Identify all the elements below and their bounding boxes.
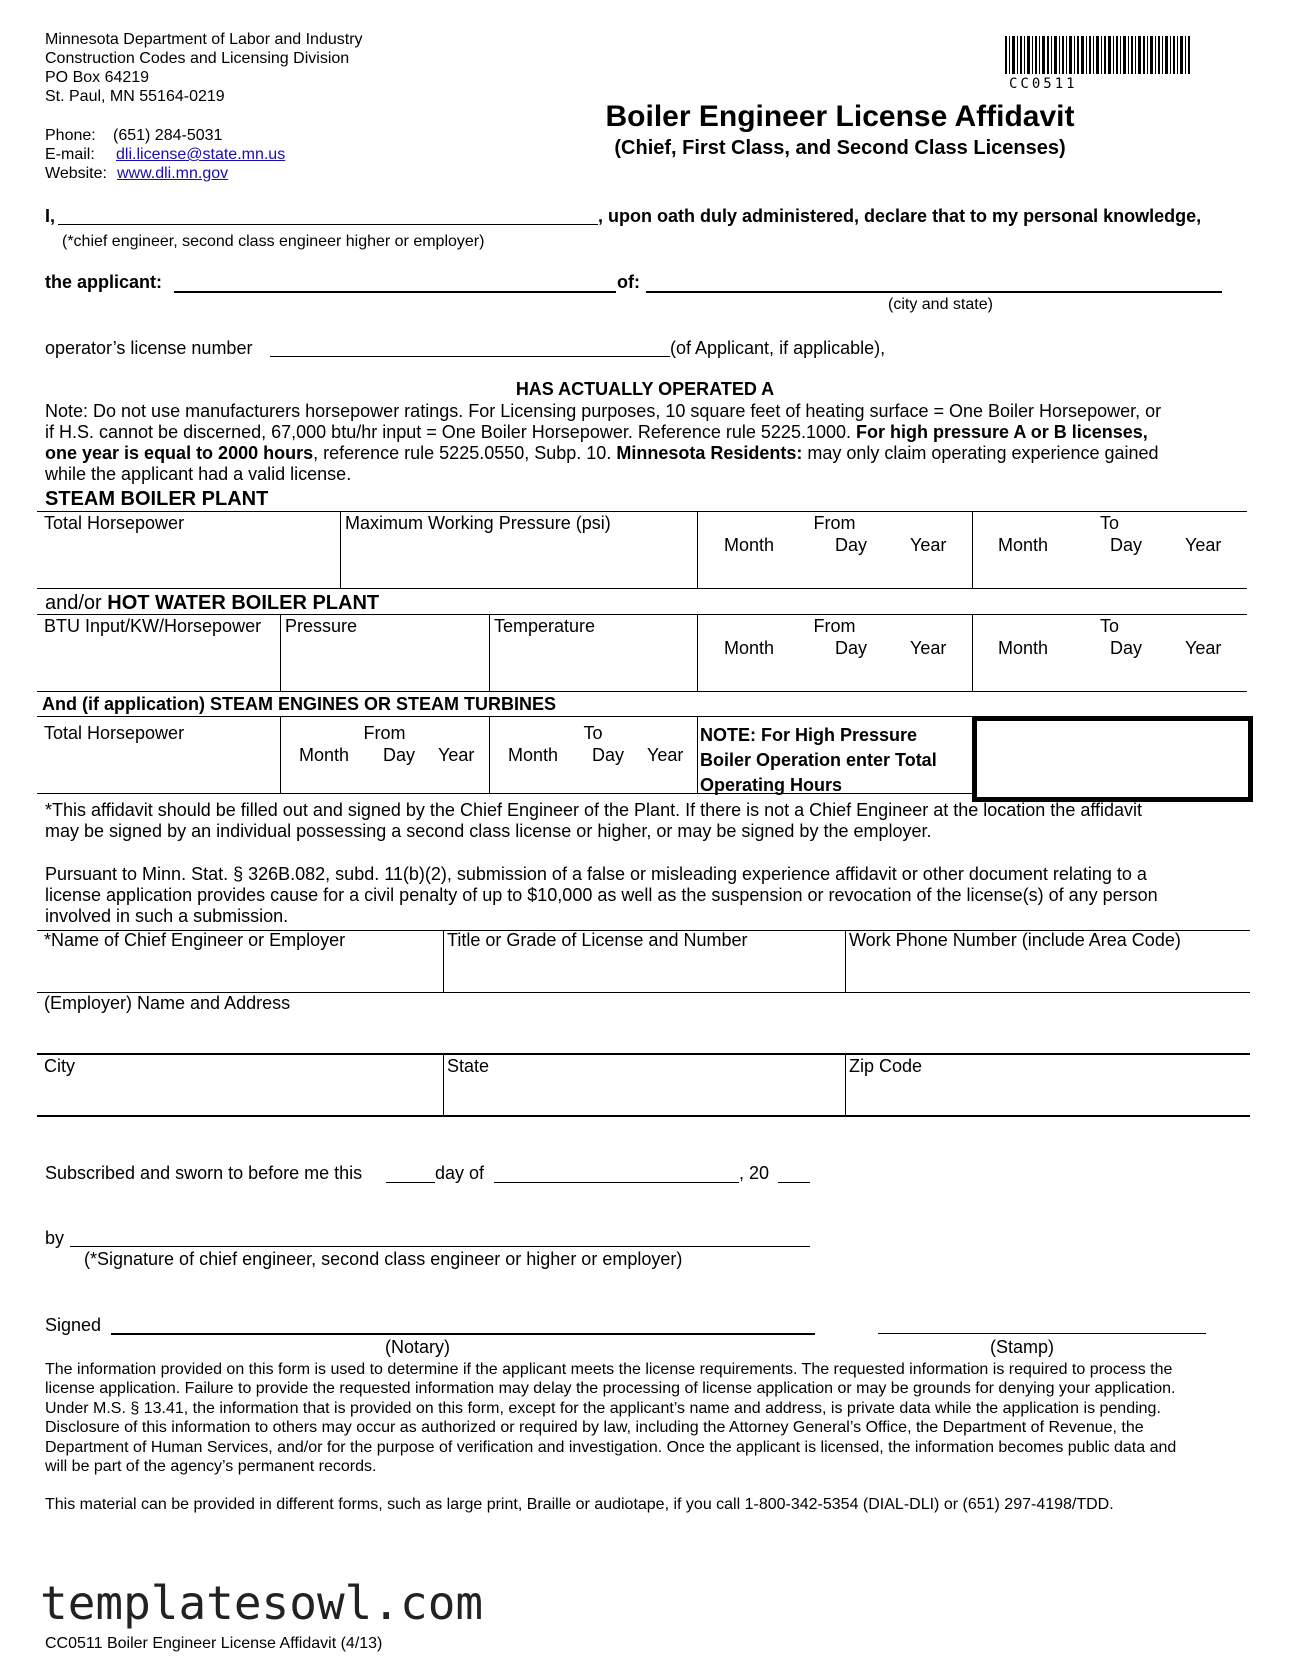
note-line-2a: if H.S. cannot be discerned, 67,000 btu/hr input = One Boiler Horsepower. Reference rule 5225.1000. [45,422,857,442]
engines-to-month: Month [508,745,559,765]
of-label: of: [617,272,640,292]
operating-hours-box[interactable] [972,716,1253,802]
privacy-line-2: license application. Failure to provide the requested information may delay the processing of license application or may be grounds for denying your application. [45,1380,1176,1398]
work-phone-label: Work Phone Number (include Area Code) [849,930,1181,950]
applicant-label: the applicant: [45,272,163,292]
form-footer: CC0511 Boiler Engineer License Affidavit (4/13) [45,1635,383,1652]
engines-to-day: Day [592,745,625,765]
page-subtitle: (Chief, First Class, and Second Class Licenses) [614,137,1066,159]
watermark: templatesowl.com [40,1576,484,1630]
website-label: Website: [45,165,107,182]
steam-to-day: Day [1110,535,1143,555]
oath-i: I, [45,206,56,226]
hotwater-from-day: Day [835,638,868,658]
hotwater-to-day: Day [1110,638,1143,658]
engines-total-hp-label: Total Horsepower [44,723,185,743]
engines-from-day: Day [383,745,416,765]
engines-to-year: Year [647,745,684,765]
operator-license-label: operator’s license number [45,338,253,358]
hotwater-to-year: Year [1185,638,1222,658]
hotwater-temperature-label: Temperature [494,616,596,636]
operating-hours-note-1: NOTE: For High Pressure [700,725,918,745]
engines-from-year: Year [438,745,475,765]
stamp-field[interactable] [878,1333,1206,1334]
phone-label: Phone: [45,127,96,144]
engines-from-month: Month [299,745,350,765]
note-line-3b: , reference rule 5225.0550, Subp. 10. [313,443,617,463]
hotwater-pressure-label: Pressure [285,616,358,636]
privacy-line-5: Department of Human Services, and/or for the purpose of verification and investigation. Once the applicant is licensed, the information becomes public data and [45,1438,1177,1456]
penalty-statement [45,864,1285,927]
steam-section-title: STEAM BOILER PLANT [45,488,269,510]
steam-from-month: Month [724,535,775,555]
state-label: State [447,1056,490,1076]
applicant-city-state-field[interactable] [646,291,1222,293]
email-link[interactable]: dli.license@state.mn.us [116,146,286,163]
email-label: E-mail: [45,146,95,163]
city-state-caption: (city and state) [888,296,993,313]
hotwater-from-month: Month [724,638,775,658]
note-line-1: Note: Do not use manufacturers horsepower ratings. For Licensing purposes, 10 square feet of heating surface = One Boiler Horsepower, or [45,401,1162,421]
page-title: Boiler Engineer License Affidavit [605,100,1075,133]
signature-caption: (*Signature of chief engineer, second class engineer or higher or employer) [84,1249,683,1269]
operating-hours-note-2: Boiler Operation enter Total [700,750,937,770]
penalty-line-2: license application provides cause for a civil penalty of up to $10,000 as well as the suspension or revocation of the license(s) of any person [45,885,1158,905]
steam-max-pressure-label: Maximum Working Pressure (psi) [345,513,611,533]
applicant-name-field[interactable] [174,291,616,293]
operating-hours-note [700,723,937,798]
contact-block [45,126,285,183]
sworn-month-field[interactable] [494,1182,739,1183]
affidavit-note-1: *This affidavit should be filled out and signed by the Chief Engineer of the Plant. If there is not a Chief Engineer at the location the affidavit [45,800,1143,820]
hotwater-from-year: Year [910,638,947,658]
operator-license-field[interactable] [270,356,670,357]
note-line-4: while the applicant had a valid license. [45,464,352,484]
agency-block [45,30,363,106]
signer-signature-field[interactable] [70,1246,810,1247]
stamp-caption: (Stamp) [990,1337,1055,1357]
steam-to-label: To [1099,513,1119,533]
day-of-label: day of [435,1163,485,1183]
engines-to-label: To [583,723,603,743]
oath-statement: , upon oath duly administered, declare that to my personal knowledge, [598,206,1202,226]
privacy-line-4: Disclosure of this information to others may occur as authorized or required by law, including the Attorney General’s Office, the Department of Revenue, the [45,1419,1144,1437]
of-applicant-label: (of Applicant, if applicable), [670,338,886,358]
notary-caption: (Notary) [385,1337,451,1357]
employer-address-label: (Employer) Name and Address [44,993,291,1013]
privacy-notice [45,1360,1285,1476]
affidavit-note [45,800,1285,842]
declarant-name-field[interactable] [58,224,598,225]
signer-name-label: *Name of Chief Engineer or Employer [44,930,346,950]
zip-label: Zip Code [849,1056,923,1076]
engines-from-label: From [363,723,406,743]
note-line-3d: may only claim operating experience gained [802,443,1159,463]
penalty-line-1: Pursuant to Minn. Stat. § 326B.082, subd. 11(b)(2), submission of a false or misleading experience affidavit or other document relating to a [45,864,1147,884]
sworn-year-field[interactable] [778,1182,810,1183]
privacy-line-1: The information provided on this form is used to determine if the applicant meets the license requirements. The requested information is required to process the [45,1361,1173,1378]
has-operated-heading: HAS ACTUALLY OPERATED A [515,379,775,399]
hotwater-prefix: and/or [45,592,108,614]
phone-number: (651) 284-5031 [113,127,223,144]
website-link[interactable]: www.dli.mn.gov [117,165,229,182]
licensing-note [45,401,1275,485]
privacy-line-6: will be part of the agency’s permanent records. [45,1458,377,1476]
hotwater-to-label: To [1099,616,1119,636]
hotwater-title: HOT WATER BOILER PLANT [107,592,380,614]
note-line-2b: For high pressure A or B licenses, [856,422,1148,442]
hotwater-from-label: From [813,616,856,636]
steam-from-day: Day [835,535,868,555]
steam-to-month: Month [998,535,1049,555]
agency-division: Construction Codes and Licensing Division [45,50,350,67]
hotwater-btu-label: BTU Input/KW/Horsepower [44,616,262,636]
steam-from-label: From [813,513,856,533]
twenty-label: , 20 [739,1163,770,1183]
steam-from-year: Year [910,535,947,555]
barcode-code: CC0511 [1009,76,1078,92]
affidavit-note-2: may be signed by an individual possessing a second class license or higher, or may be signed by the employer. [45,821,932,841]
steam-to-year: Year [1185,535,1222,555]
city-label: City [44,1056,75,1076]
sworn-day-field[interactable] [386,1182,435,1183]
steam-top-line [37,511,1247,512]
steam-total-hp-label: Total Horsepower [44,513,185,533]
alternate-formats: This material can be provided in different forms, such as large print, Braille or audiotape, if you call 1-800-342-5354 (DIAL-DLI) or (651) 297-4198/TDD. [45,1496,1114,1513]
barcode [1005,36,1195,76]
privacy-line-3: Under M.S. § 13.41, the information that is provided on this form, except for the applicant’s name and address, is private data while the application is pending. [45,1399,1161,1417]
agency-name: Minnesota Department of Labor and Industry [45,31,363,48]
hotwater-section-title [45,592,379,615]
penalty-line-3: involved in such a submission. [45,906,289,926]
by-label: by [45,1228,65,1248]
steam-bottom-line [37,588,1247,589]
hotwater-to-month: Month [998,638,1049,658]
subscribed-label: Subscribed and sworn to before me this [45,1163,363,1183]
note-line-3a: one year is equal to 2000 hours [45,443,314,463]
signed-label: Signed [45,1315,102,1335]
agency-po-box: PO Box 64219 [45,69,150,86]
agency-city: St. Paul, MN 55164-0219 [45,88,225,105]
license-title-grade-label: Title or Grade of License and Number [447,930,748,950]
declarant-note: (*chief engineer, second class engineer higher or employer) [62,233,485,250]
operating-hours-note-3: Operating Hours [700,775,843,795]
note-line-3c: Minnesota Residents: [616,443,803,463]
notary-signature-field[interactable] [111,1333,815,1335]
engines-section-title: And (if application) STEAM ENGINES OR STEAM TURBINES [42,694,557,714]
